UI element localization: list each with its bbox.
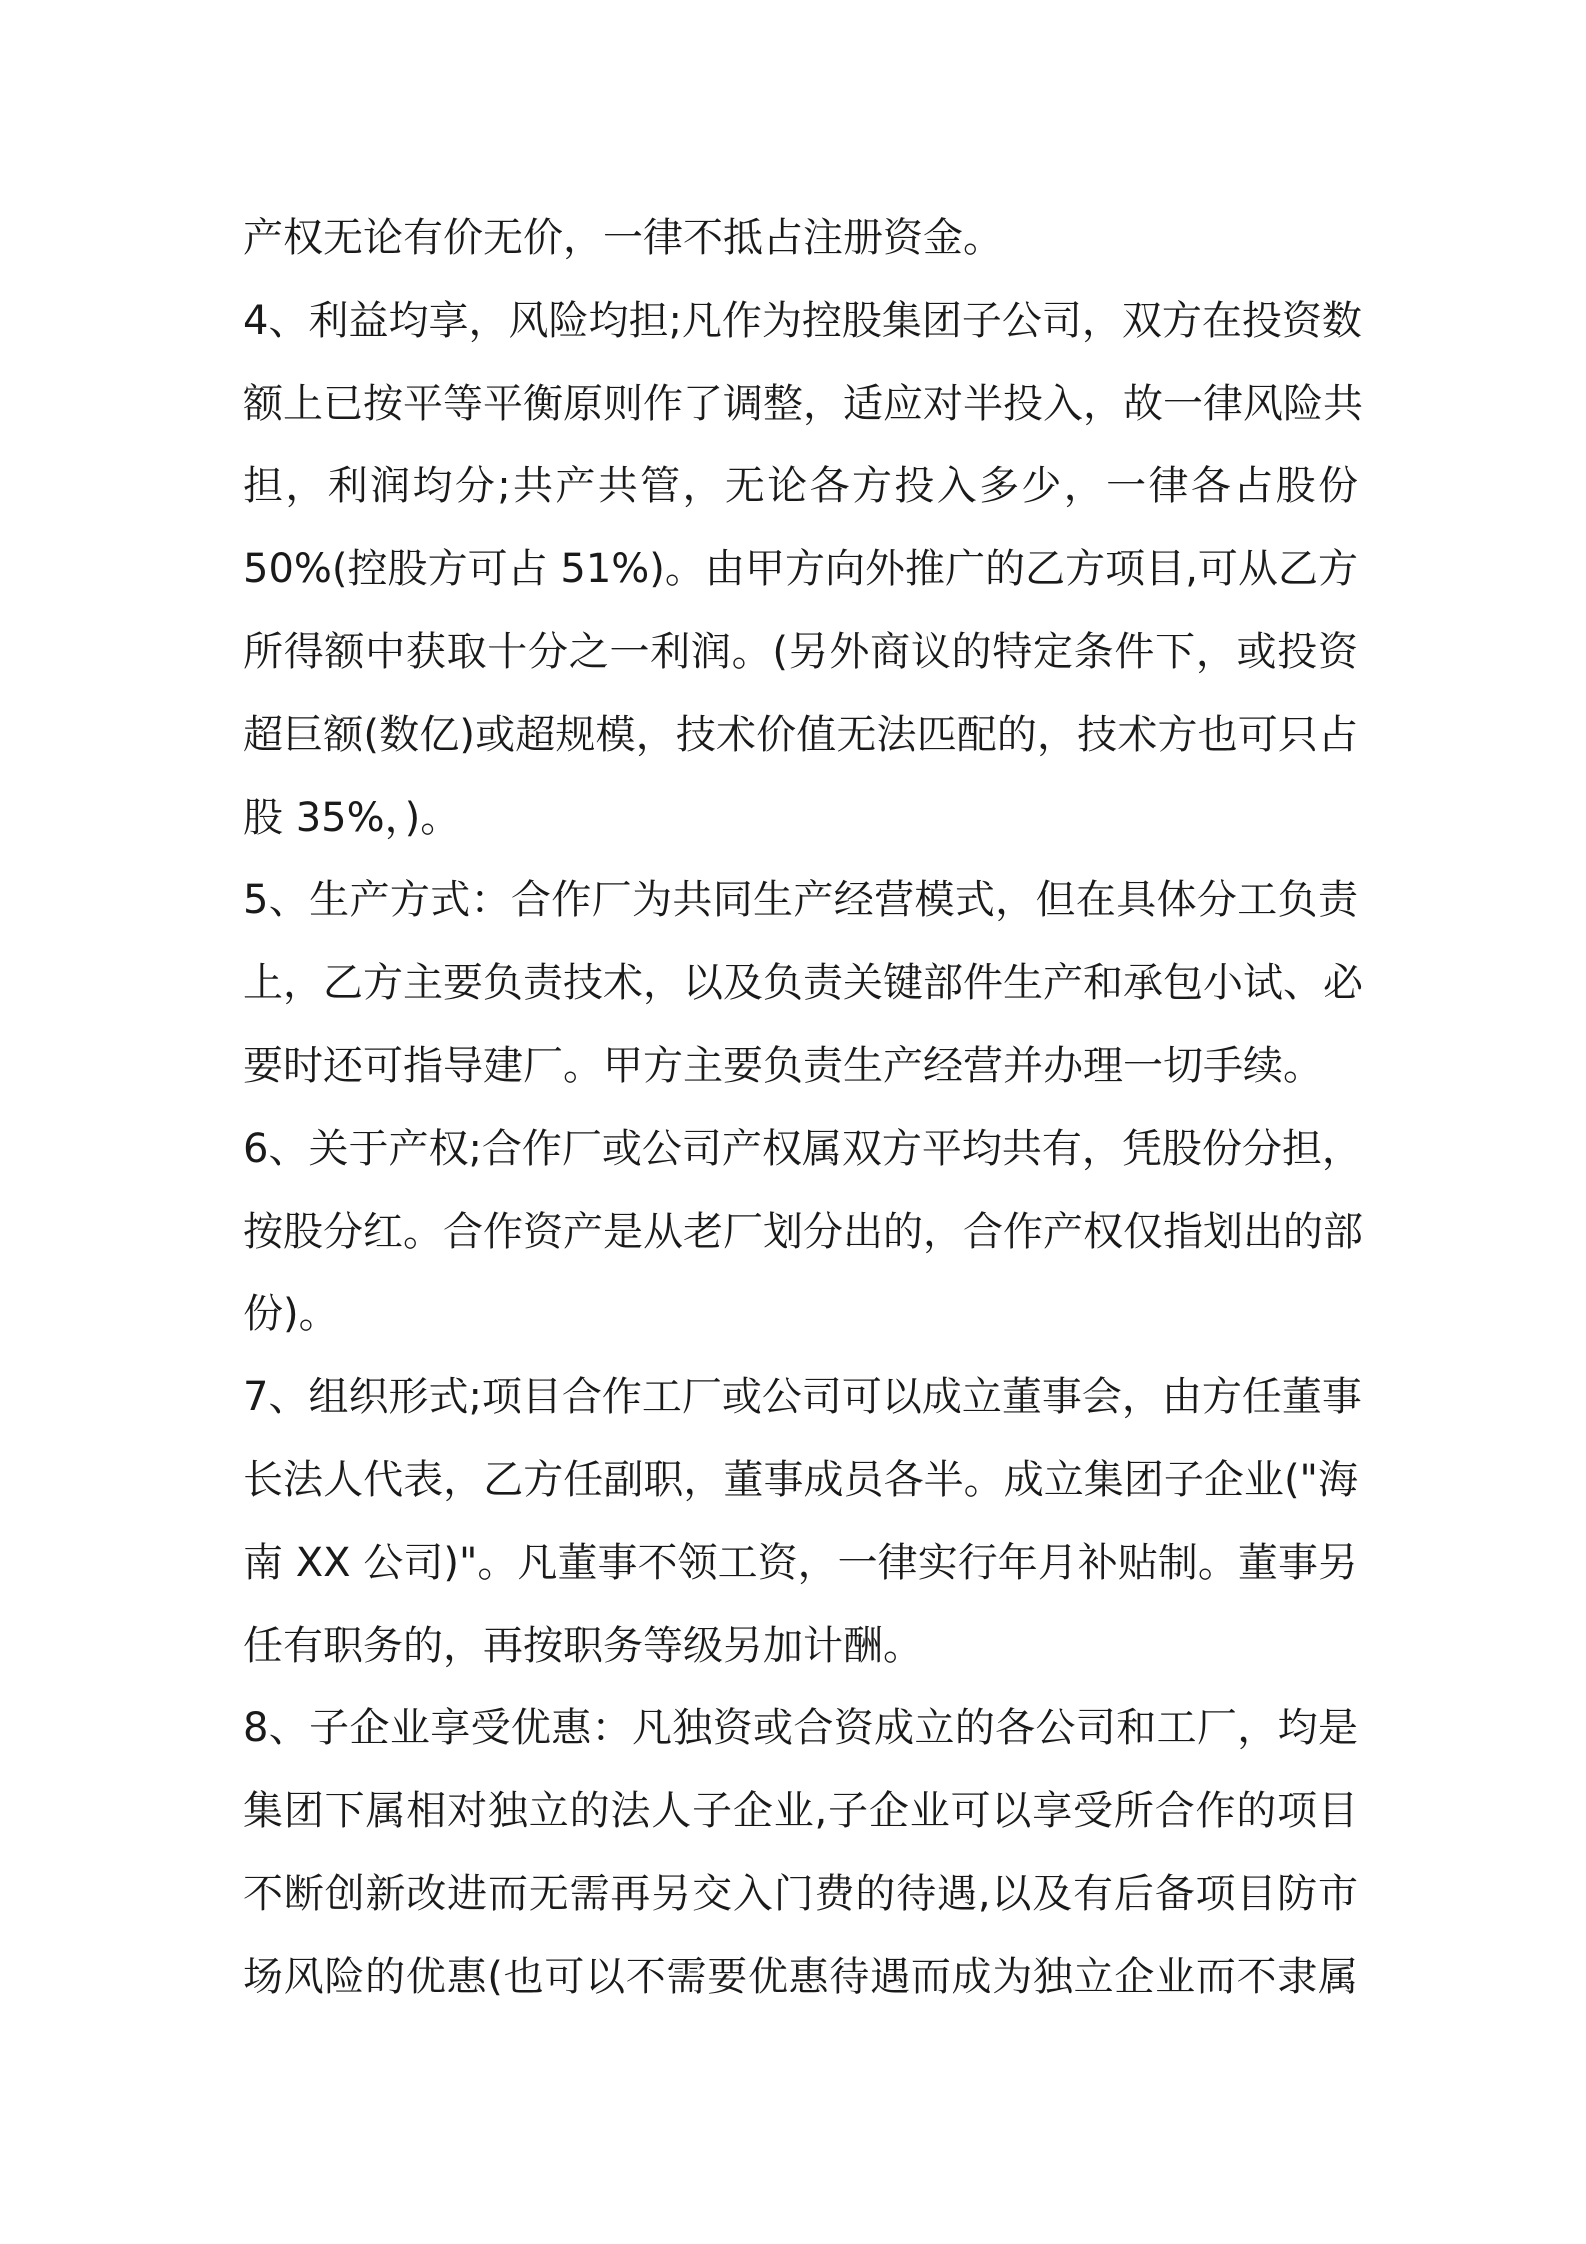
text-line: 场风险的优惠(也可以不需要优惠待遇而成为独立企业而不隶属 xyxy=(243,1953,1358,2000)
text-line: 要时还可指导建厂。甲方主要负责生产经营并办理一切手续。 xyxy=(243,1042,1323,1089)
text-line: 股 35%，)。 xyxy=(243,794,461,841)
text-line: 6、关于产权;合作厂或公司产权属双方平均共有，凭股份分担， xyxy=(243,1125,1362,1172)
text-line: 额上已按平等平衡原则作了调整，适应对半投入，故一律风险共 xyxy=(243,380,1363,427)
document-body xyxy=(243,197,1363,2019)
text-line: 产权无论有价无价，一律不抵占注册资金。 xyxy=(243,215,1003,261)
text-line: 5、生产方式：合作厂为共同生产经营模式，但在具体分工负责 xyxy=(243,877,1358,924)
text-line: 份)。 xyxy=(243,1291,339,1338)
text-line: 50%(控股方可占 51%)。由甲方向外推广的乙方项目,可从乙方 xyxy=(243,546,1358,593)
text-line: 上，乙方主要负责技术，以及负责关键部件生产和承包小试、必 xyxy=(243,960,1363,1007)
text-line: 按股分红。合作资产是从老厂划分出的，合作产权仅指划出的部 xyxy=(243,1208,1363,1255)
text-line: 4、利益均享，风险均担;凡作为控股集团子公司，双方在投资数 xyxy=(243,297,1362,344)
text-line: 长法人代表，乙方任副职，董事成员各半。成立集团子企业("海 xyxy=(243,1456,1358,1503)
text-line: 8、子企业享受优惠：凡独资或合资成立的各公司和工厂，均是 xyxy=(243,1705,1358,1752)
text-line: 7、组织形式;项目合作工厂或公司可以成立董事会，由方任董事 xyxy=(243,1374,1362,1421)
text-line: 所得额中获取十分之一利润。(另外商议的特定条件下，或投资 xyxy=(243,628,1358,675)
text-line: 超巨额(数亿)或超规模，技术价值无法匹配的，技术方也可只占 xyxy=(243,711,1358,758)
text-line: 任有职务的，再按职务等级另加计酬。 xyxy=(243,1622,923,1669)
text-line: 担，利润均分;共产共管，无论各方投入多少，一律各占股份 xyxy=(243,463,1358,510)
text-line: 不断创新改进而无需再另交入门费的待遇,以及有后备项目防市 xyxy=(243,1870,1358,1917)
text-line: 集团下属相对独立的法人子企业,子企业可以享受所合作的项目 xyxy=(243,1788,1358,1835)
text-line: 南 XX 公司)"。凡董事不领工资，一律实行年月补贴制。董事另 xyxy=(243,1539,1358,1586)
